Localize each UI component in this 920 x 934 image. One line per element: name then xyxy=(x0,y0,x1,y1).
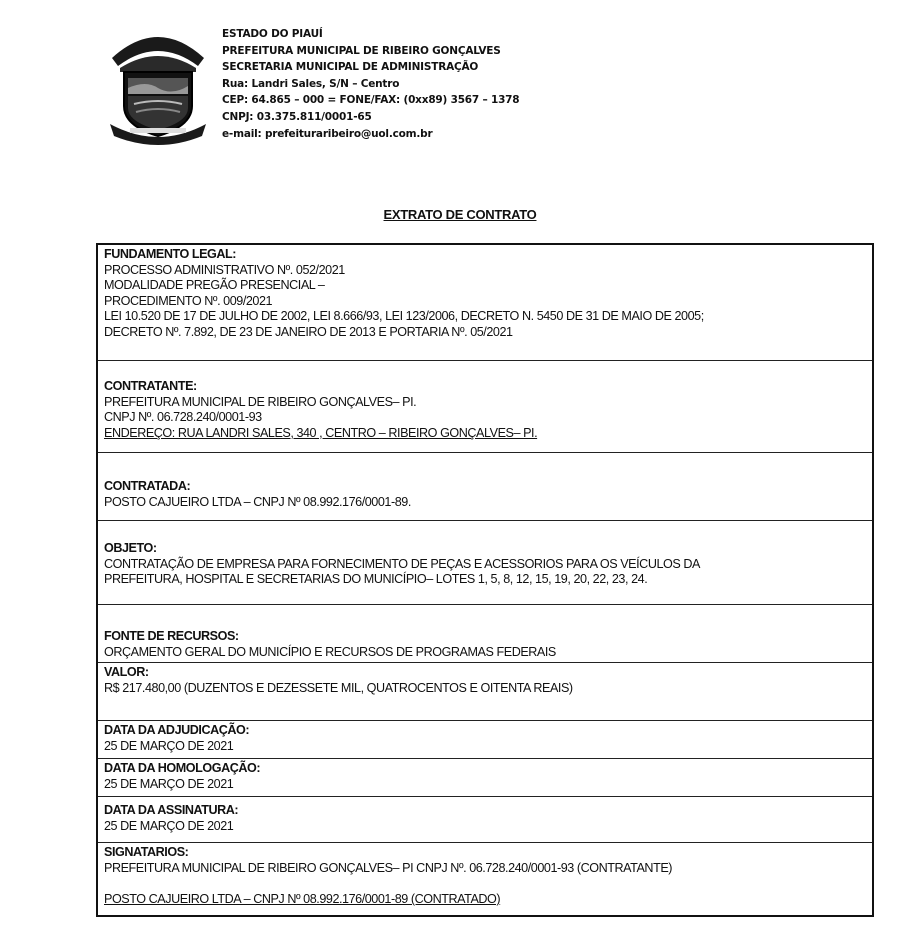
section-label: OBJETO: xyxy=(104,541,157,555)
section-data-assinatura xyxy=(98,797,872,843)
contratante-name: PREFEITURA MUNICIPAL DE RIBEIRO GONÇALVES– PI. xyxy=(104,394,417,409)
objeto-line: CONTRATAÇÃO DE EMPRESA PARA FORNECIMENTO DE PEÇAS E ACESSORIOS PARA OS VEÍCULOS DA xyxy=(104,556,700,571)
section-label: FONTE DE RECURSOS: xyxy=(104,629,239,643)
contratada-name-cnpj: POSTO CAJUEIRO LTDA – CNPJ Nº 08.992.176/0001-89. xyxy=(104,494,411,509)
section-label: FUNDAMENTO LEGAL: xyxy=(104,247,237,261)
section-signatarios xyxy=(98,843,872,915)
section-contratada xyxy=(98,453,872,521)
header-state: ESTADO DO PIAUÍ xyxy=(222,28,323,40)
assinatura-date: 25 DE MARÇO DE 2021 xyxy=(104,818,234,833)
header-cep-phone: CEP: 64.865 – 000 = FONE/FAX: (0xx89) 3567 – 1378 xyxy=(222,94,520,107)
signatario-contratante: PREFEITURA MUNICIPAL DE RIBEIRO GONÇALVES– PI CNPJ Nº. 06.728.240/0001-93 (CONTRATANTE) xyxy=(104,860,673,875)
header-secretaria: SECRETARIA MUNICIPAL DE ADMINISTRAÇÃO xyxy=(222,61,479,74)
spacer xyxy=(104,876,866,892)
section-objeto xyxy=(98,521,872,605)
legal-basis-line: LEI 10.520 DE 17 DE JULHO DE 2002, LEI 8.666/93, LEI 123/2006, DECRETO N. 5450 DE 31 DE MAIO DE 2005; xyxy=(104,309,704,324)
section-data-adjudicacao xyxy=(98,721,872,759)
fonte-value: ORÇAMENTO GERAL DO MUNICÍPIO E RECURSOS DE PROGRAMAS FEDERAIS xyxy=(104,644,556,659)
objeto-line: PREFEITURA, HOSPITAL E SECRETARIAS DO MUNICÍPIO– LOTES 1, 5, 8, 12, 15, 19, 20, 22, 23, 24. xyxy=(104,572,648,587)
valor-value: R$ 217.480,00 (DUZENTOS E DEZESSETE MIL, QUATROCENTOS E OITENTA REAIS) xyxy=(104,680,573,695)
section-fonte-recursos xyxy=(98,605,872,663)
contratante-address: ENDEREÇO: RUA LANDRI SALES, 340 , CENTRO – RIBEIRO GONÇALVES– PI. xyxy=(104,425,538,440)
modality: MODALIDADE PREGÃO PRESENCIAL – xyxy=(104,278,325,293)
procedure-number: PROCEDIMENTO Nº. 009/2021 xyxy=(104,293,273,308)
header-email: e-mail: prefeituraribeiro@uol.com.br xyxy=(222,127,433,140)
section-fundamento-legal xyxy=(98,245,872,361)
section-label: DATA DA ASSINATURA: xyxy=(104,803,239,817)
letterhead xyxy=(106,18,706,153)
contract-summary-table xyxy=(96,243,874,917)
header-prefeitura: PREFEITURA MUNICIPAL DE RIBEIRO GONÇALVES xyxy=(222,44,501,57)
section-data-homologacao xyxy=(98,759,872,797)
signatario-contratado: POSTO CAJUEIRO LTDA – CNPJ Nº 08.992.176/0001-89 (CONTRATADO) xyxy=(104,892,501,907)
legal-basis-line: DECRETO Nº. 7.892, DE 23 DE JANEIRO DE 2013 E PORTARIA Nº. 05/2021 xyxy=(104,324,513,339)
section-label: DATA DA HOMOLOGAÇÃO: xyxy=(104,761,261,775)
contratante-cnpj: CNPJ Nº. 06.728.240/0001-93 xyxy=(104,410,262,425)
section-valor xyxy=(98,663,872,721)
section-label: CONTRATADA: xyxy=(104,479,191,493)
section-contratante xyxy=(98,361,872,453)
header-cnpj: CNPJ: 03.375.811/0001-65 xyxy=(222,110,372,123)
adjudicacao-date: 25 DE MARÇO DE 2021 xyxy=(104,738,234,753)
letterhead-text xyxy=(222,26,519,142)
municipal-crest-emblem xyxy=(106,22,210,146)
process-number: PROCESSO ADMINISTRATIVO Nº. 052/2021 xyxy=(104,262,345,277)
header-address: Rua: Landri Sales, S/N – Centro xyxy=(222,77,400,90)
section-label: VALOR: xyxy=(104,665,149,679)
homologacao-date: 25 DE MARÇO DE 2021 xyxy=(104,776,234,791)
section-label: DATA DA ADJUDICAÇÃO: xyxy=(104,723,250,737)
document-title: EXTRATO DE CONTRATO xyxy=(383,207,537,222)
section-label: SIGNATARIOS: xyxy=(104,845,189,859)
section-label: CONTRATANTE: xyxy=(104,379,197,393)
